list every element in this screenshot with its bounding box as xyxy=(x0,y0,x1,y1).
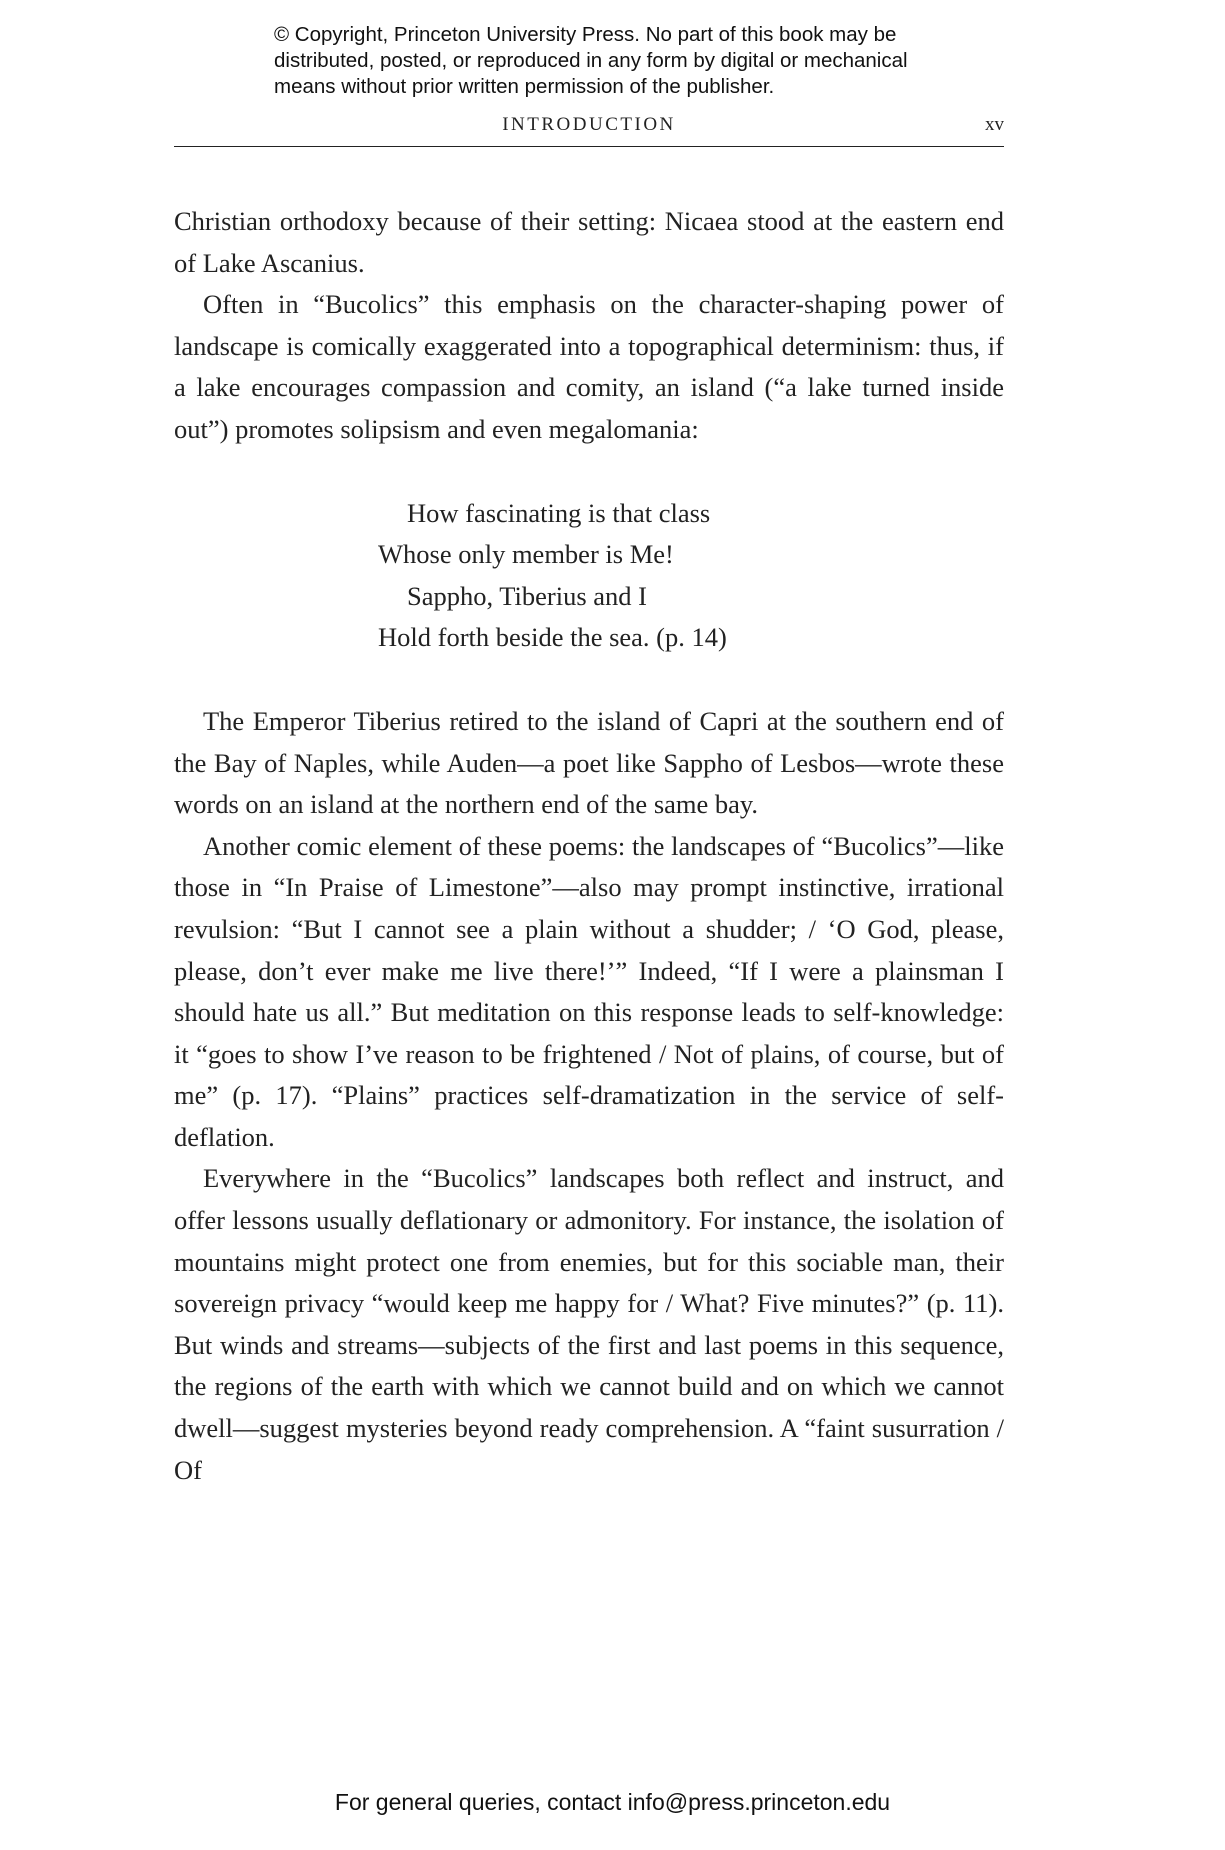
poem-line: Whose only member is Me! xyxy=(378,539,674,570)
poem-line: How fascinating is that class xyxy=(407,497,711,528)
running-head xyxy=(174,110,1004,147)
page-number: xv xyxy=(985,114,1004,135)
footer-contact: For general queries, contact info@press.princeton.edu xyxy=(334,1789,891,1815)
copyright-line: means without prior written permission of the publisher. xyxy=(274,75,775,98)
poem-line: Hold forth beside the sea. (p. 14) xyxy=(378,622,727,653)
paragraph: The Emperor Tiberius retired to the island of Capri at the southern end of the Bay of Naples, while Auden—a poet like Sappho of Lesbos—wrote these words on an island at the northern end of the same bay. xyxy=(174,705,1004,820)
poem-line: Sappho, Tiberius and I xyxy=(407,580,647,611)
copyright-notice xyxy=(274,22,1074,100)
paragraph: Another comic element of these poems: the landscapes of “Bucolics”—like those in “In Praise of Limestone”—also may prompt instinctive, irrational revulsion: “But I cannot see a plain without a shudder; / ‘O God, please, please, don’t ever make me live there!’” Indeed, “If I were a plainsman I should hate us all.” But meditation on this response leads to self-knowledge: it “goes to show I’ve reason to be frightened / Not of plains, of course, but of me” (p. 17). “Plains” practices self-dramatization in the service of self-deflation. xyxy=(174,830,1004,1152)
paragraph: Everywhere in the “Bucolics” landscapes both reflect and instruct, and offer lessons usually deflationary or admonitory. For instance, the isolation of mountains might protect one from enemies, but for this sociable man, their sovereign privacy “would keep me happy for / What? Five minutes?” (p. 11). But winds and streams—subjects of the first and last poems in this sequence, the regions of the earth with which we cannot build and on which we cannot dwell—suggest mysteries beyond ready comprehension. A “faint susurration / Of xyxy=(174,1163,1004,1485)
chapter-title: INTRODUCTION xyxy=(502,114,676,135)
paragraph: Often in “Bucolics” this emphasis on the character-shaping power of landscape is comically exaggerated into a topographical determinism: thus, if a lake encourages compassion and comity, an island (“a lake turned inside out”) promotes solipsism and even megalomania: xyxy=(174,289,1004,444)
poem-quotation xyxy=(378,493,1004,659)
copyright-line: distributed, posted, or reproduced in any form by digital or mechanical xyxy=(274,49,908,72)
copyright-line: © Copyright, Princeton University Press. No part of this book may be xyxy=(274,23,897,46)
paragraph: Christian orthodoxy because of their setting: Nicaea stood at the eastern end of Lake Ascanius. xyxy=(174,206,1004,278)
page-body xyxy=(174,201,1004,1491)
